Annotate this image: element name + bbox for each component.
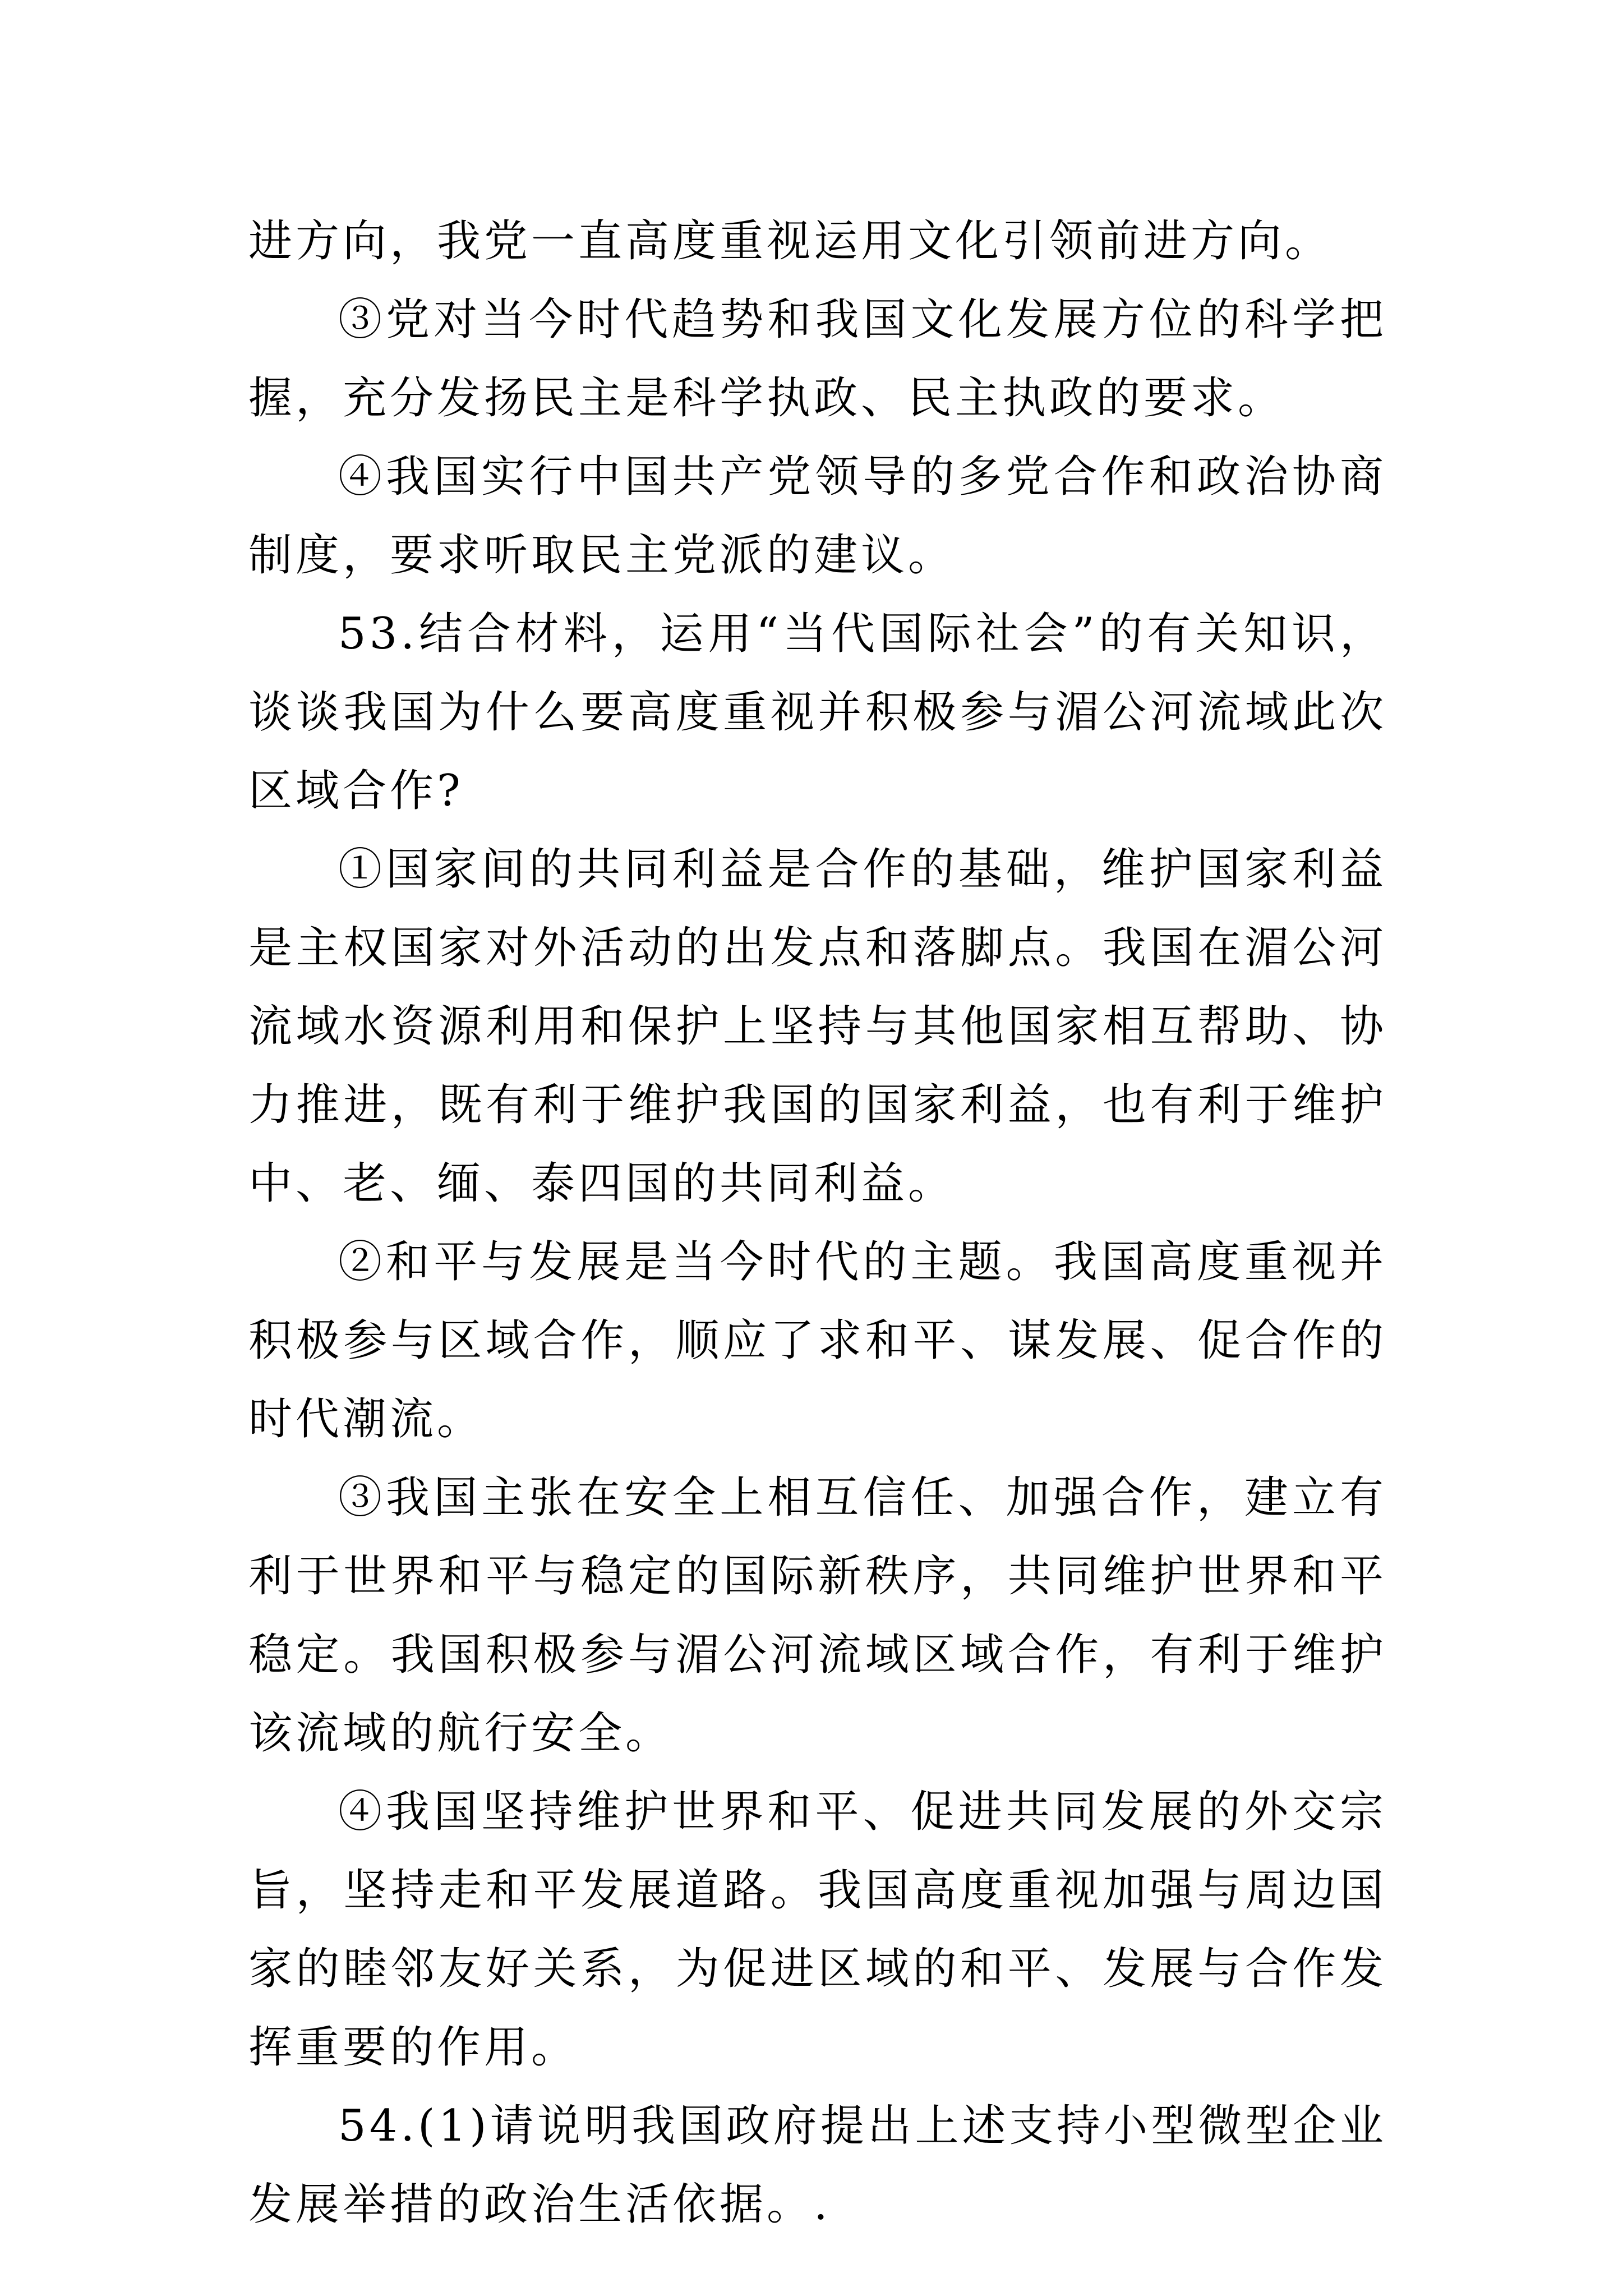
paragraph-point-3-culture: ③党对当今时代趋势和我国文化发展方位的科学把握，充分发扬民主是科学执政、民主执政的要求。 bbox=[248, 295, 1387, 424]
paragraph-point-4-multiparty: ④我国实行中国共产党领导的多党合作和政治协商制度，要求听取民主党派的建议。 bbox=[248, 452, 1387, 581]
question-54-1: 54.(1)请说明我国政府提出上述支持小型微型企业发展举措的政治生活依据。. bbox=[248, 2101, 1387, 2230]
answer-53-point-1: ①国家间的共同利益是合作的基础，维护国家利益是主权国家对外活动的出发点和落脚点。我国在湄公河流域水资源利用和保护上坚持与其他国家相互帮助、协力推进，既有利于维护我国的国家利益，也有利于维护中、老、缅、泰四国的共同利益。 bbox=[248, 844, 1387, 1209]
paragraph-continuation: 进方向，我党一直高度重视运用文化引领前进方向。 bbox=[248, 216, 1332, 266]
question-53: 53.结合材料，运用“当代国际社会”的有关知识，谈谈我国为什么要高度重视并积极参与湄公河流域此次区域合作? bbox=[248, 609, 1387, 816]
answer-53-point-4: ④我国坚持维护世界和平、促进共同发展的外交宗旨，坚持走和平发展道路。我国高度重视加强与周边国家的睦邻友好关系，为促进区域的和平、发展与合作发挥重要的作用。 bbox=[248, 1787, 1387, 2073]
answer-53-point-2: ②和平与发展是当今时代的主题。我国高度重视并积极参与区域合作，顺应了求和平、谋发展、促合作的时代潮流。 bbox=[248, 1237, 1387, 1444]
document-body bbox=[248, 202, 1387, 2244]
answer-53-point-3: ③我国主张在安全上相互信任、加强合作，建立有利于世界和平与稳定的国际新秩序，共同维护世界和平稳定。我国积极参与湄公河流域区域合作，有利于维护该流域的航行安全。 bbox=[248, 1473, 1387, 1759]
